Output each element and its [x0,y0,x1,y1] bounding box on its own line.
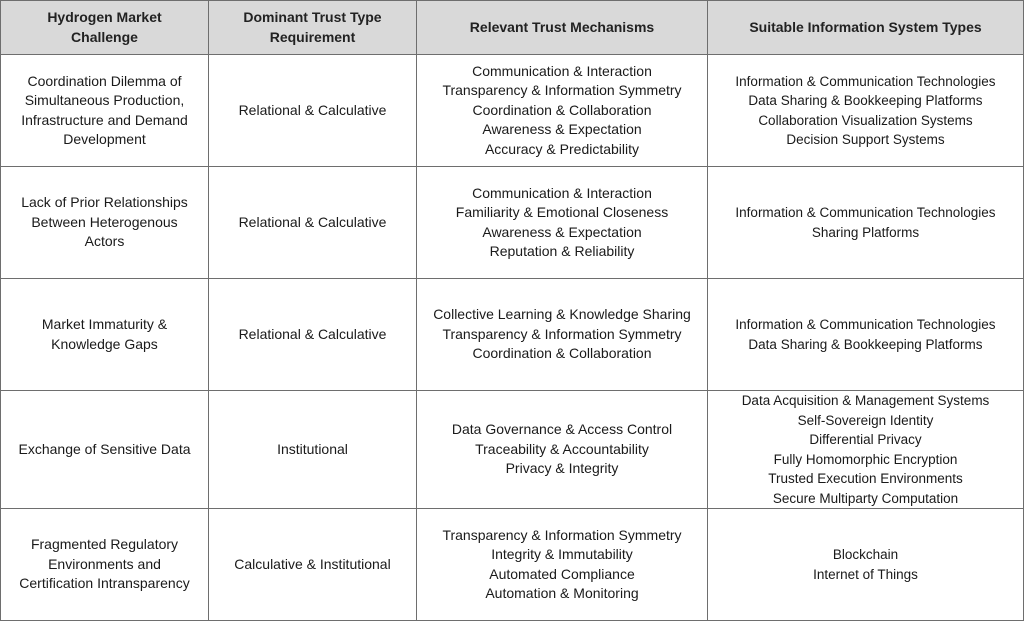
table-row [1,167,1024,279]
mechanism-item: Data Governance & Access Control [451,421,673,438]
table-header-row [1,1,1024,55]
system-item: Internet of Things [813,566,918,582]
mechanism-item: Awareness & Expectation [482,223,642,240]
header-trust-type: Dominant Trust Type Requirement [209,1,417,55]
system-item: Secure Multiparty Computation [772,490,959,506]
table-row [1,391,1024,509]
mechanism-item: Transparency & Information Symmetry [442,526,682,543]
mechanism-item: Reputation & Reliability [489,243,635,259]
mechanism-item: Transparency & Information Symmetry [442,82,682,99]
table-row [1,279,1024,391]
trust-type-cell: Relational & Calculative [209,55,417,167]
mechanism-item: Coordination & Collaboration [472,101,652,118]
mechanisms-cell [417,279,708,391]
mechanism-item: Awareness & Expectation [482,121,642,138]
systems-cell [708,509,1024,621]
trust-type-cell: Calculative & Institutional [209,509,417,621]
mechanisms-cell [417,167,708,279]
systems-cell [708,279,1024,391]
mechanism-item: Automation & Monitoring [485,585,639,601]
mechanism-item: Communication & Interaction [472,62,652,79]
system-item: Data Sharing & Bookkeeping Platforms [748,93,983,108]
trust-type-cell: Relational & Calculative [209,279,417,391]
trust-type-cell: Institutional [209,391,417,509]
system-item: Information & Communication Technologies [735,205,996,220]
mechanism-item: Integrity & Immutability [491,546,633,562]
system-item: Data Acquisition & Management Systems [741,393,990,408]
system-item: Blockchain [832,547,899,562]
systems-cell [708,391,1024,509]
system-item: Self-Sovereign Identity [797,412,934,428]
mechanism-item: Familiarity & Emotional Closeness [455,204,669,220]
mechanisms-cell [417,55,708,167]
system-item: Differential Privacy [809,432,922,447]
system-item: Fully Homomorphic Encryption [773,451,958,467]
system-item: Information & Communication Technologies [735,317,996,332]
mechanisms-cell [417,509,708,621]
mechanisms-cell [417,391,708,509]
systems-cell [708,55,1024,167]
header-challenge: Hydrogen Market Challenge [1,1,209,55]
challenge-cell: Coordination Dilemma of Simultaneous Production, Infrastructure and Demand Development [1,55,209,167]
mechanism-item: Privacy & Integrity [505,460,619,477]
systems-cell [708,167,1024,279]
challenge-cell: Market Immaturity & Knowledge Gaps [1,279,209,391]
trust-type-cell: Relational & Calculative [209,167,417,279]
mechanism-item: Communication & Interaction [472,184,652,201]
system-item: Collaboration Visualization Systems [758,112,973,128]
header-systems: Suitable Information System Types [708,1,1024,55]
system-item: Information & Communication Technologies [735,73,996,89]
mechanism-item: Traceability & Accountability [475,440,649,457]
mechanism-item: Accuracy & Predictability [484,140,640,157]
table-row [1,509,1024,621]
system-item: Decision Support Systems [786,132,945,147]
challenge-cell: Fragmented Regulatory Environments and Certification Intransparency [1,509,209,621]
table-row [1,55,1024,167]
mechanism-item: Collective Learning & Knowledge Sharing [433,306,691,323]
challenge-cell: Exchange of Sensitive Data [1,391,209,509]
system-item: Data Sharing & Bookkeeping Platforms [748,336,983,352]
system-item: Sharing Platforms [811,224,920,240]
mechanism-item: Automated Compliance [489,565,635,582]
mechanism-item: Coordination & Collaboration [472,345,652,362]
header-mechanisms: Relevant Trust Mechanisms [417,1,708,55]
system-item: Trusted Execution Environments [768,471,963,486]
challenge-cell: Lack of Prior Relationships Between Heterogenous Actors [1,167,209,279]
mechanism-item: Transparency & Information Symmetry [442,325,682,342]
